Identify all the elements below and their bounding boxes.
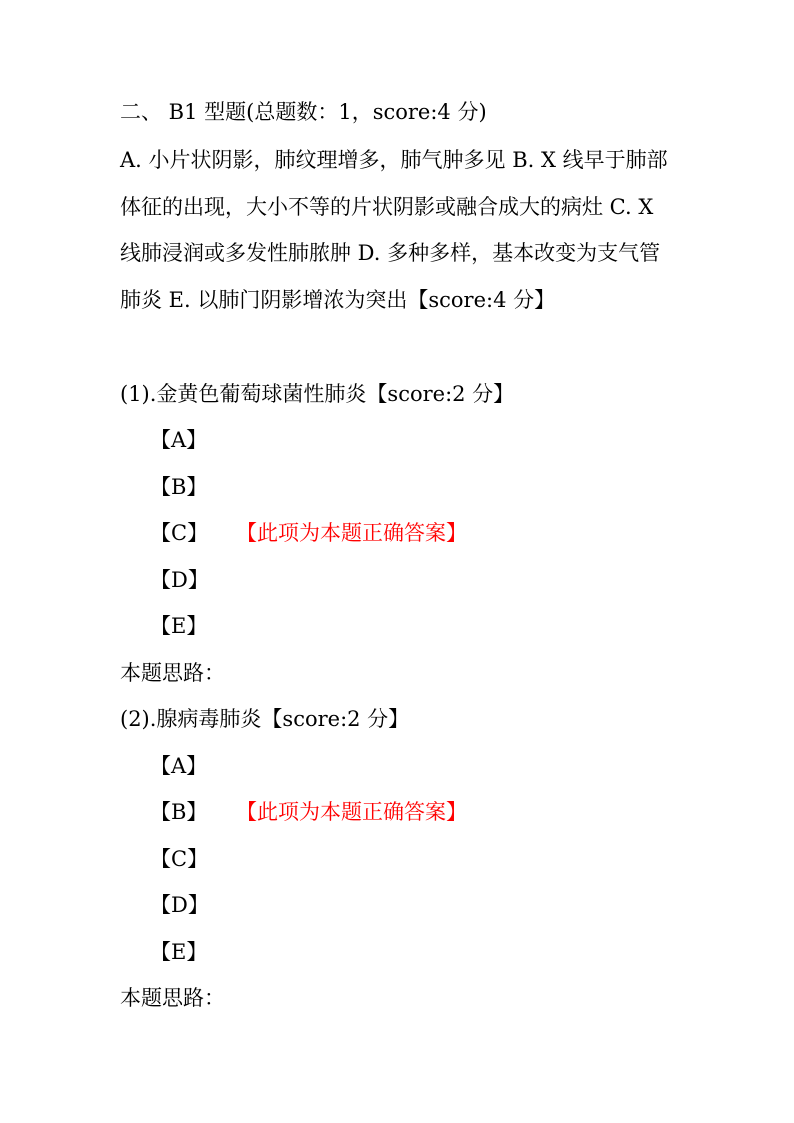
question-1-option-d: 【D】 (150, 568, 209, 592)
question-2-option-a: 【A】 (150, 754, 208, 778)
question-2-option-d: 【D】 (150, 893, 209, 917)
question-1-option-b: 【B】 (150, 475, 208, 499)
question-1-option-a: 【A】 (150, 428, 208, 452)
section-heading: 二、 B1 型题(总题数：1，score:4 分) (120, 100, 487, 124)
question-2-option-b: 【B】 (150, 800, 208, 824)
question-2-option-c: 【C】 (150, 847, 209, 871)
question-1-title: (1).金黄色葡萄球菌性肺炎【score:2 分】 (120, 382, 515, 406)
question-1-explanation-label: 本题思路： (120, 661, 225, 685)
question-1-option-c: 【C】 (150, 521, 209, 545)
question-stem: A. 小片状阴影，肺纹理增多，肺气肿多见 B. X 线早于肺部体征的出现，大小不等的片状阴影或融合成大的病灶 C. X 线肺浸润或多发性肺脓肿 D. 多种多样，基本改变为支气管肺炎 E. 以肺门阴影增浓为突出【score:4 分】 (120, 148, 668, 312)
question-2-option-e: 【E】 (150, 940, 208, 964)
question-1-correct-answer-mark: 【此项为本题正确答案】 (236, 521, 467, 545)
question-2-title: (2).腺病毒肺炎【score:2 分】 (120, 707, 410, 731)
question-2-explanation-label: 本题思路： (120, 986, 225, 1010)
question-1-option-e: 【E】 (150, 614, 208, 638)
question-2-correct-answer-mark: 【此项为本题正确答案】 (236, 800, 467, 824)
